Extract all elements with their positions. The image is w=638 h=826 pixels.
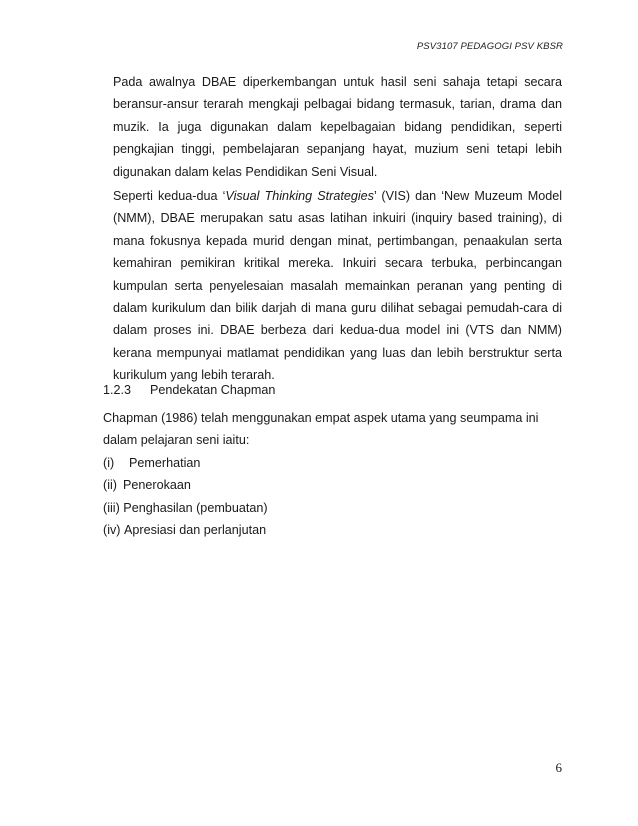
- list-marker: (iv): [103, 523, 121, 538]
- running-header: PSV3107 PEDAGOGI PSV KBSR: [416, 41, 563, 52]
- list-item: [103, 497, 268, 519]
- paragraph-dbae-inquiry: [113, 185, 562, 387]
- paragraph-dbae-inquiry-body: ’ (VIS) dan ‘New Muzeum Model (NMM), DBAE merupakan satu asas latihan inkuiri (inquiry based training), di mana fokusnya kepada murid dengan minat, pertimbangan, penaakulan serta kemahiran pemikiran kritikal mereka. Inkuiri secara terbuka, perbincangan kumpulan serta penyelesaian masalah memainkan peranan yang penting di dalam kurikulum dan bilik darjah di mana guru dilihat sebagai pemudah-cara di dalam proses ini. DBAE berbeza dari kedua-dua model ini (VTS dan NMM) kerana mempunyai matlamat pendidikan yang luas dan lebih berstruktur serta kurikulum yang lebih terarah.: [113, 189, 563, 383]
- list-item: [103, 519, 268, 541]
- list-marker: (i): [103, 456, 115, 470]
- list-item-text: Penghasilan (pembuatan): [123, 500, 268, 515]
- section-heading: [103, 383, 275, 397]
- list-marker: (ii): [103, 478, 117, 493]
- section-number: 1.2.3: [103, 383, 132, 397]
- list-item: [103, 452, 268, 474]
- paragraph-dbae-origin: Pada awalnya DBAE diperkembangan untuk hasil seni sahaja tetapi secara beransur-ansur terarah mengkaji pelbagai bidang termasuk, tarian, drama dan muzik. Ia juga digunakan dalam kepelbagaian bidang pendidikan, seperti pengkajian tinggi, pembelajaran sepanjang hayat, muzium seni tetapi lebih digunakan dalam kelas Pendidikan Seni Visual.: [113, 75, 562, 179]
- section-title: Pendekatan Chapman: [150, 383, 276, 397]
- list-item-text: Apresiasi dan perlanjutan: [123, 523, 267, 538]
- page-number: 6: [555, 760, 562, 775]
- list-item-text: Pemerhatian: [129, 456, 201, 470]
- vts-title-italic: Visual Thinking Strategies: [225, 189, 374, 203]
- list-item: [103, 474, 268, 496]
- chapman-intro: Chapman (1986) telah menggunakan empat aspek utama yang seumpama ini dalam pelajaran seni iaitu:: [103, 411, 539, 448]
- paragraph-dbae-inquiry-lead: Seperti kedua-dua ‘: [113, 189, 226, 203]
- list-marker: (iii): [103, 500, 120, 515]
- chapman-aspects-list: [103, 452, 268, 542]
- list-item-text: Penerokaan: [123, 478, 191, 493]
